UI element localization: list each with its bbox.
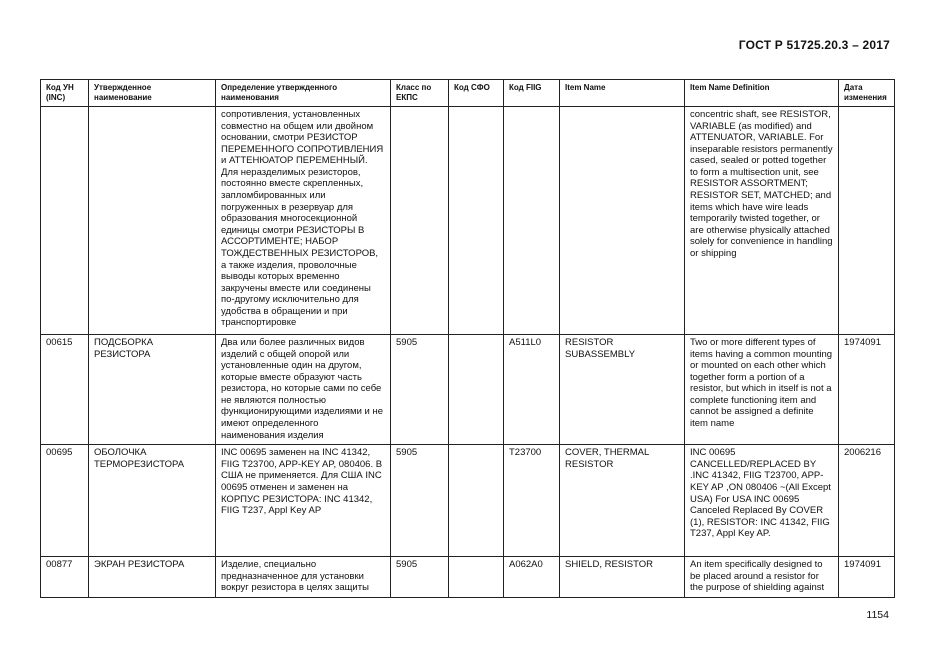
col-header-definition-ru: Определение утвержденного наименования	[216, 80, 391, 107]
cell-item-name: COVER, THERMAL RESISTOR	[560, 445, 685, 557]
item-names-table	[40, 79, 895, 598]
table-row	[41, 557, 895, 598]
cell-inc: 00615	[41, 335, 89, 445]
cell-name-ru: ЭКРАН РЕЗИСТОРА	[89, 557, 216, 598]
cell-class: 5905	[391, 445, 449, 557]
cell-name-ru: ПОДСБОРКА РЕЗИСТОРА	[89, 335, 216, 445]
cell-date: 1974091	[839, 335, 895, 445]
cell-item-name: RESISTOR SUBASSEMBLY	[560, 335, 685, 445]
cell-fiig: T23700	[504, 445, 560, 557]
cell-date: 2006216	[839, 445, 895, 557]
standard-designation: ГОСТ Р 51725.20.3 – 2017	[738, 38, 890, 52]
cell-date	[839, 107, 895, 335]
col-header-date: Дата изменения	[839, 80, 895, 107]
cell-inc: 00695	[41, 445, 89, 557]
cell-sfo	[449, 107, 504, 335]
cell-name-ru: ОБОЛОЧКА ТЕРМОРЕЗИСТОРА	[89, 445, 216, 557]
cell-inc	[41, 107, 89, 335]
cell-definition-en: INC 00695 CANCELLED/REPLACED BY .INC 41342, FIIG T23700, APP-KEY AP ,ON 080406 ~(All Except USA) For USA INC 00695 Canceled Replaced By COVER (1), RESISTOR: INC 41342, FIIG T237, Appl Key AP.	[685, 445, 839, 557]
cell-class: 5905	[391, 557, 449, 598]
cell-fiig	[504, 107, 560, 335]
cell-definition-en: concentric shaft, see RESISTOR, VARIABLE (as modified) and ATTENUATOR, VARIABLE. For inseparable resistors permanently cased, sealed or potted together to form a multisection unit, see RESISTOR ASSORTMENT; RESISTOR SET, MATCHED; and items which have wire leads temporarily twisted together, or are otherwise physically attached solely for convenience in handling or shipping	[685, 107, 839, 335]
cell-name-ru	[89, 107, 216, 335]
col-header-approved-name: Утвержденное наименование	[89, 80, 216, 107]
col-header-sfo: Код СФО	[449, 80, 504, 107]
cell-class: 5905	[391, 335, 449, 445]
cell-inc: 00877	[41, 557, 89, 598]
cell-definition-ru: Изделие, специально предназначенное для установки вокруг резистора в целях защиты	[216, 557, 391, 598]
page-number: 1154	[866, 609, 889, 621]
cell-date: 1974091	[839, 557, 895, 598]
col-header-item-name: Item Name	[560, 80, 685, 107]
col-header-inc: Код УН (INC)	[41, 80, 89, 107]
cell-sfo	[449, 557, 504, 598]
cell-definition-en: An item specifically designed to be placed around a resistor for the purpose of shielding against	[685, 557, 839, 598]
cell-fiig: A062A0	[504, 557, 560, 598]
cell-item-name	[560, 107, 685, 335]
col-header-definition-en: Item Name Definition	[685, 80, 839, 107]
cell-sfo	[449, 445, 504, 557]
table-row	[41, 107, 895, 335]
col-header-class: Класс по ЕКПС	[391, 80, 449, 107]
table-row	[41, 445, 895, 557]
cell-definition-en: Two or more different types of items having a common mounting or mounted on each other which together form a portion of a resistor, but which in itself is not a complete functioning item and cannot be assigned a definite item name	[685, 335, 839, 445]
cell-definition-ru: Два или более различных видов изделий с общей опорой или установленные один на другом, которые вместе образуют часть резистора, но которые сами по себе не являются полностью функционирующими изделиями и не имеют определенного наименования изделия	[216, 335, 391, 445]
cell-fiig: A511L0	[504, 335, 560, 445]
cell-item-name: SHIELD, RESISTOR	[560, 557, 685, 598]
cell-class	[391, 107, 449, 335]
col-header-fiig: Код FIIG	[504, 80, 560, 107]
cell-definition-ru: сопротивления, установленных совместно на общем или двойном основании, смотри РЕЗИСТОР ПЕРЕМЕННОГО СОПРОТИВЛЕНИЯ и АТТЕНЮАТОР ПЕРЕМЕННЫЙ. Для неразделимых резисторов, постоянно вместе скрепленных, запломбированных или погруженных в резервуар для образования многосекционной единицы смотри РЕЗИСТОРЫ В АССОРТИМЕНТЕ; НАБОР ТОЖДЕСТВЕННЫХ РЕЗИСТОРОВ, а также изделия, проволочные выводы которых временно закручены вместе или соединены по-другому исключительно для удобства в обращении и при транспортировке	[216, 107, 391, 335]
table-row	[41, 335, 895, 445]
cell-sfo	[449, 335, 504, 445]
cell-definition-ru: INC 00695 заменен на INC 41342, FIIG T23700, APP-KEY AP, 080406. В США не применяется. Для США INC 00695 отменен и заменен на КОРПУС РЕЗИСТОРА: INC 41342, FIIG T237, Appl Key AP	[216, 445, 391, 557]
table-header-row	[41, 80, 895, 107]
